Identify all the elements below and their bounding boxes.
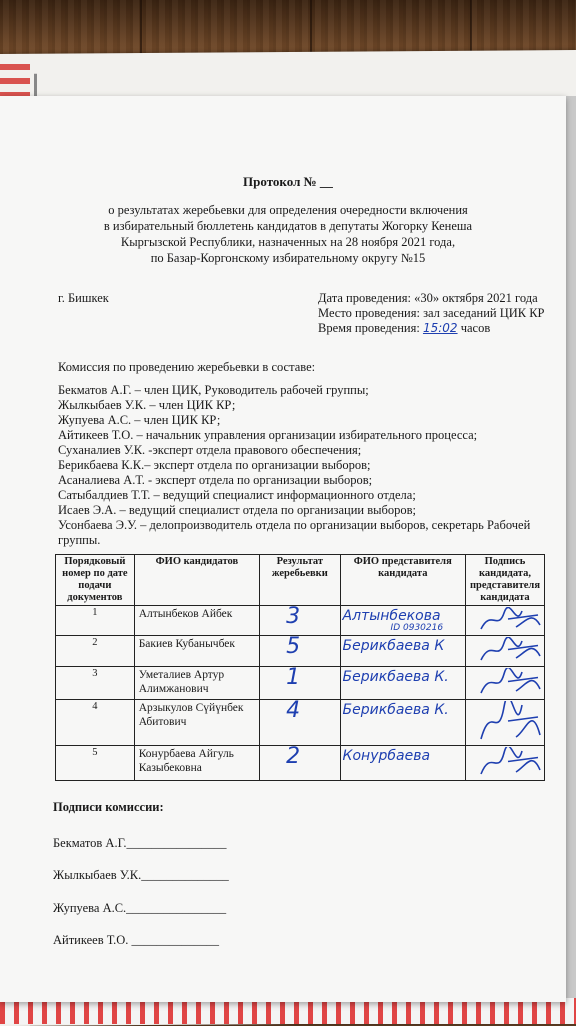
handwritten-result: 2 bbox=[286, 744, 301, 769]
signature-scribble bbox=[476, 747, 546, 778]
signature-scribble bbox=[476, 701, 546, 743]
col-header-candidate: ФИО кандидатов bbox=[134, 555, 259, 606]
commission-member: Исаев Э.А. – ведущий специалист отдела по организации выборов; bbox=[58, 503, 417, 517]
cell-candidate-name: Уметалиев Артур Алимжанович bbox=[134, 667, 259, 700]
handwritten-result: 3 bbox=[286, 604, 301, 629]
cell-signature bbox=[465, 667, 544, 700]
cell-signature bbox=[465, 700, 544, 746]
cell-representative bbox=[340, 667, 465, 700]
table-row bbox=[56, 746, 545, 781]
handwritten-id-note: ID 0930216 bbox=[390, 623, 444, 633]
cell-result bbox=[260, 606, 340, 636]
date-line: Дата проведения: «30» октября 2021 года bbox=[318, 291, 538, 305]
signature-line: Айтикеев Т.О. ______________ bbox=[53, 933, 220, 947]
cell-representative bbox=[340, 636, 465, 667]
signature-scribble bbox=[476, 637, 546, 664]
protocol-title: Протокол № __ bbox=[243, 174, 333, 189]
cell-number: 2 bbox=[56, 636, 135, 667]
cell-number: 4 bbox=[56, 700, 135, 746]
cell-result bbox=[260, 700, 340, 746]
cell-candidate-name: Бакиев Кубанычбек bbox=[134, 636, 259, 667]
cell-signature bbox=[465, 636, 544, 667]
commission-member: Суханалиев У.К. -эксперт отдела правового обеспечения; bbox=[58, 443, 362, 457]
signature-line: Жупуева А.С.________________ bbox=[53, 901, 227, 915]
col-header-representative: ФИО представителя кандидата bbox=[340, 555, 465, 606]
signature-scribble bbox=[476, 607, 546, 633]
cell-signature bbox=[465, 746, 544, 781]
commission-member: Усонбаева Э.У. – делопроизводитель отдела по организации выборов, секретарь Рабочей bbox=[58, 518, 531, 532]
signature-line: Жылкыбаев У.К.______________ bbox=[53, 868, 229, 882]
signatures-title: Подписи комиссии: bbox=[53, 800, 164, 814]
commission-member: Айтикеев Т.О. – начальник управления организации избирательного процесса; bbox=[58, 428, 478, 442]
subtitle-line: о результатах жеребьевки для определения очередности включения bbox=[108, 203, 468, 217]
cell-result bbox=[260, 746, 340, 781]
handwritten-representative: Конурбаева bbox=[342, 748, 431, 764]
time-line bbox=[318, 321, 490, 336]
time-value: 15:02 bbox=[422, 321, 458, 335]
place-line: Место проведения: зал заседаний ЦИК КР bbox=[318, 306, 545, 320]
time-label: Время проведения: bbox=[318, 321, 420, 335]
handwritten-result: 4 bbox=[286, 698, 301, 723]
cell-result bbox=[260, 667, 340, 700]
cell-candidate-name: Конурбаева Айгуль Казыбековна bbox=[134, 746, 259, 781]
handwritten-result: 1 bbox=[286, 665, 301, 690]
table-row bbox=[56, 700, 545, 746]
table-row bbox=[56, 636, 545, 667]
subtitle-line: по Базар-Коргонскому избирательному округу №15 bbox=[150, 251, 426, 265]
commission-intro: Комиссия по проведению жеребьевки в составе: bbox=[58, 360, 316, 374]
cell-representative bbox=[340, 746, 465, 781]
cell-candidate-name: Алтынбеков Айбек bbox=[134, 606, 259, 636]
cell-representative bbox=[340, 606, 465, 636]
draw-results-table bbox=[55, 554, 545, 781]
city: г. Бишкек bbox=[58, 291, 109, 305]
time-suffix: часов bbox=[460, 321, 491, 335]
col-header-number: Порядковый номер по дате подачи документов bbox=[56, 555, 135, 606]
handwritten-representative: Алтынбекова bbox=[342, 608, 441, 624]
subtitle-line: в избирательный бюллетень кандидатов в депутаты Жогорку Кенеша bbox=[103, 219, 473, 233]
handwritten-representative: Берикбаева К bbox=[342, 638, 445, 654]
cell-number: 5 bbox=[56, 746, 135, 781]
table-row bbox=[56, 667, 545, 700]
signature-line: Бекматов А.Г.________________ bbox=[53, 836, 227, 850]
commission-member: Бекматов А.Г. – член ЦИК, Руководитель рабочей группы; bbox=[58, 383, 369, 397]
commission-member: группы. bbox=[58, 533, 101, 547]
subtitle-line: Кыргызской Республики, назначенных на 28 ноября 2021 года, bbox=[120, 235, 456, 249]
commission-member: Жупуева А.С. – член ЦИК КР; bbox=[58, 413, 221, 427]
commission-member: Берикбаева К.К.– эксперт отдела по организации выборов; bbox=[58, 458, 371, 472]
commission-member: Жылкыбаев У.К. – член ЦИК КР; bbox=[58, 398, 236, 412]
handwritten-representative: Берикбаева К. bbox=[342, 669, 449, 685]
signature-scribble bbox=[476, 668, 546, 697]
table-header-row bbox=[56, 555, 545, 606]
handwritten-representative: Берикбаева К. bbox=[342, 702, 449, 718]
handwritten-result: 5 bbox=[286, 634, 301, 659]
table-row bbox=[56, 606, 545, 636]
commission-member: Асаналиева А.Т. - эксперт отдела по организации выборов; bbox=[58, 473, 373, 487]
cell-signature bbox=[465, 606, 544, 636]
col-header-result: Результат жеребьевки bbox=[260, 555, 340, 606]
cell-candidate-name: Арзыкулов Сүйүнбек Абитович bbox=[134, 700, 259, 746]
cell-number: 3 bbox=[56, 667, 135, 700]
col-header-signature: Подпись кандидата, представителя кандидата bbox=[465, 555, 544, 606]
commission-member: Сатыбалдиев Т.Т. – ведущий специалист информационного отдела; bbox=[58, 488, 416, 502]
cell-representative bbox=[340, 700, 465, 746]
cell-result bbox=[260, 636, 340, 667]
cell-number: 1 bbox=[56, 606, 135, 636]
